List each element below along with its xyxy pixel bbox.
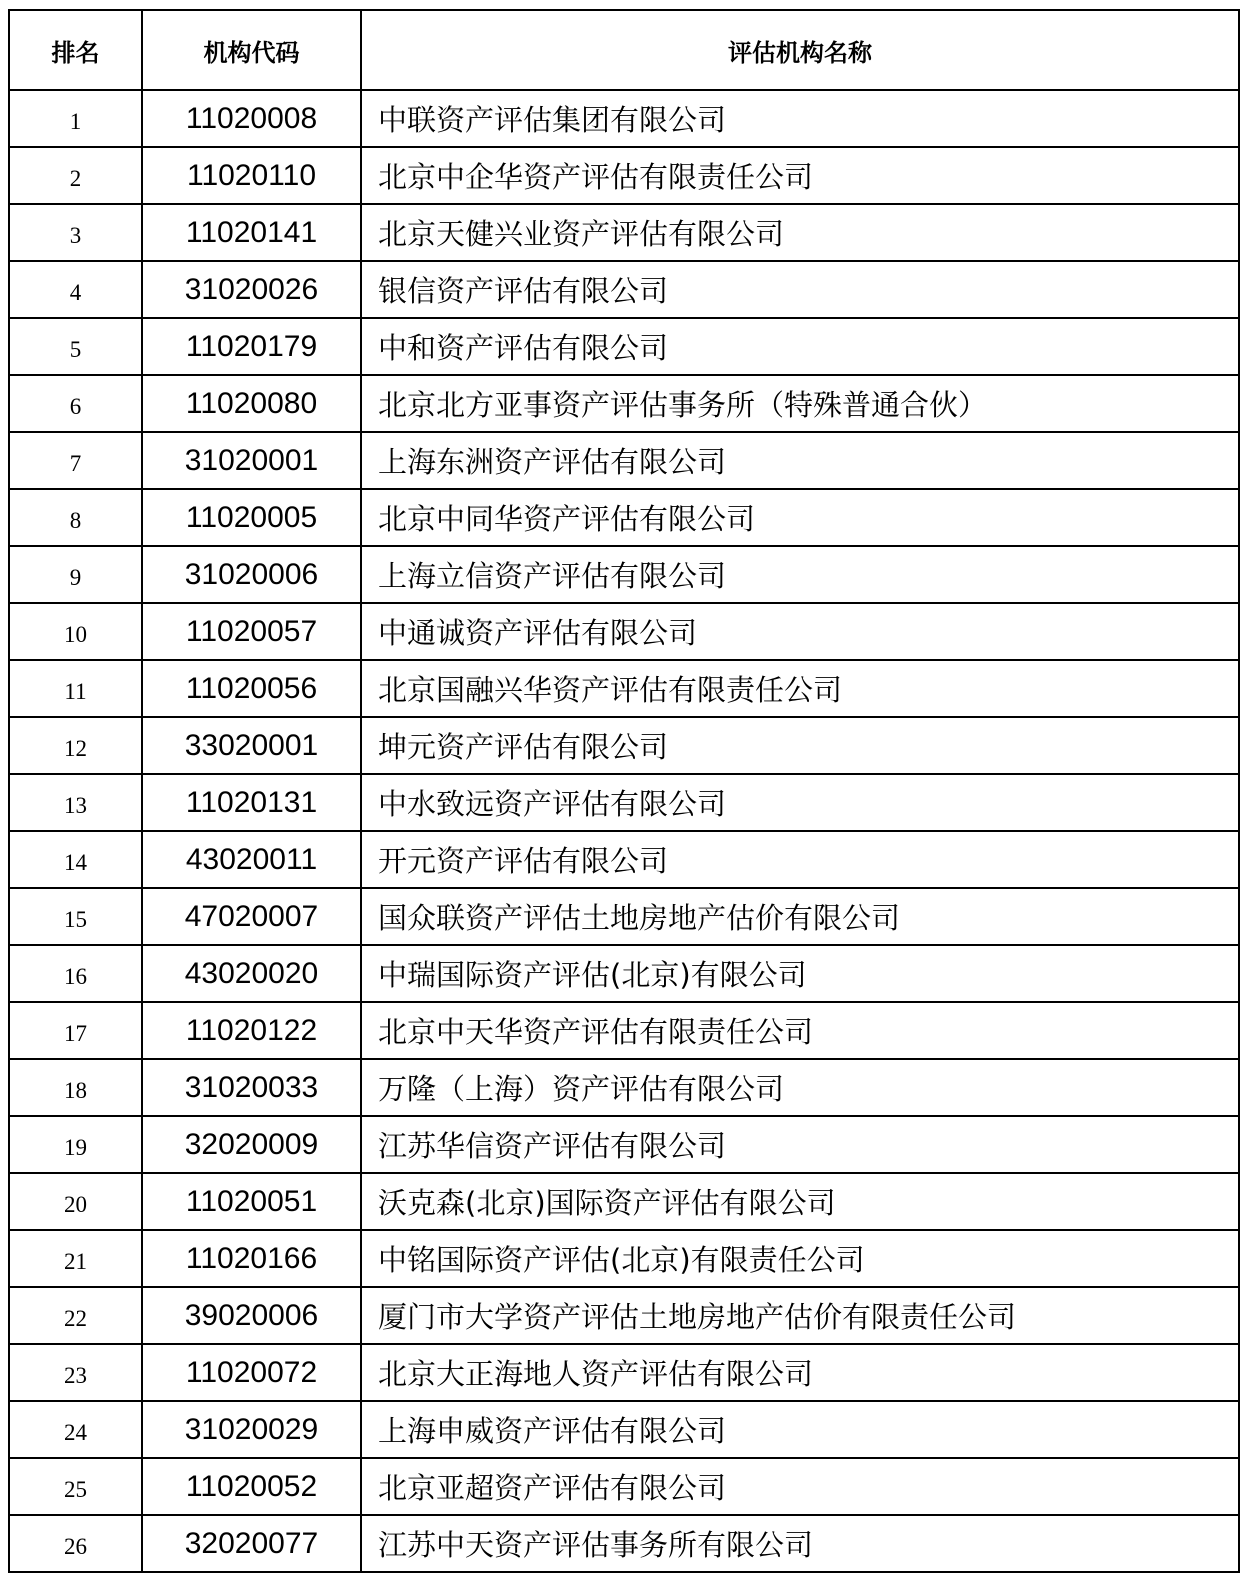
table-row bbox=[9, 774, 1239, 831]
rank-cell: 24 bbox=[9, 1401, 142, 1458]
table-row bbox=[9, 546, 1239, 603]
institution-code-cell: 11020110 bbox=[142, 147, 361, 204]
institution-name-cell: 北京大正海地人资产评估有限公司 bbox=[361, 1344, 1239, 1401]
institution-code-cell: 11020141 bbox=[142, 204, 361, 261]
table-row bbox=[9, 489, 1239, 546]
institution-name-cell: 开元资产评估有限公司 bbox=[361, 831, 1239, 888]
institution-name-cell: 万隆（上海）资产评估有限公司 bbox=[361, 1059, 1239, 1116]
institution-code-cell: 31020026 bbox=[142, 261, 361, 318]
table-row bbox=[9, 375, 1239, 432]
institution-code-cell: 32020009 bbox=[142, 1116, 361, 1173]
table-row bbox=[9, 660, 1239, 717]
institution-name-cell: 厦门市大学资产评估土地房地产估价有限责任公司 bbox=[361, 1287, 1239, 1344]
rank-cell: 20 bbox=[9, 1173, 142, 1230]
institution-code-cell: 11020057 bbox=[142, 603, 361, 660]
institution-code-cell: 11020056 bbox=[142, 660, 361, 717]
rank-cell: 17 bbox=[9, 1002, 142, 1059]
table-row bbox=[9, 261, 1239, 318]
institution-name-cell: 北京亚超资产评估有限公司 bbox=[361, 1458, 1239, 1515]
institution-name-cell: 国众联资产评估土地房地产估价有限公司 bbox=[361, 888, 1239, 945]
table-row bbox=[9, 1059, 1239, 1116]
table-row bbox=[9, 318, 1239, 375]
table-row bbox=[9, 432, 1239, 489]
rank-cell: 13 bbox=[9, 774, 142, 831]
rank-cell: 18 bbox=[9, 1059, 142, 1116]
institution-code-cell: 31020033 bbox=[142, 1059, 361, 1116]
rank-cell: 8 bbox=[9, 489, 142, 546]
institution-code-cell: 47020007 bbox=[142, 888, 361, 945]
table-row bbox=[9, 1116, 1239, 1173]
table-row bbox=[9, 90, 1239, 147]
institution-name-cell: 中水致远资产评估有限公司 bbox=[361, 774, 1239, 831]
table-row bbox=[9, 1458, 1239, 1515]
rank-cell: 21 bbox=[9, 1230, 142, 1287]
institution-code-cell: 33020001 bbox=[142, 717, 361, 774]
table-row bbox=[9, 945, 1239, 1002]
institution-code-cell: 31020001 bbox=[142, 432, 361, 489]
rank-cell: 1 bbox=[9, 90, 142, 147]
institution-name-cell: 中联资产评估集团有限公司 bbox=[361, 90, 1239, 147]
institution-name-cell: 江苏中天资产评估事务所有限公司 bbox=[361, 1515, 1239, 1572]
table-row bbox=[9, 831, 1239, 888]
rank-cell: 6 bbox=[9, 375, 142, 432]
rank-cell: 26 bbox=[9, 1515, 142, 1572]
institution-code-cell: 11020051 bbox=[142, 1173, 361, 1230]
rank-cell: 2 bbox=[9, 147, 142, 204]
rank-cell: 3 bbox=[9, 204, 142, 261]
name-column-header: 评估机构名称 bbox=[361, 10, 1239, 90]
institution-name-cell: 中瑞国际资产评估(北京)有限公司 bbox=[361, 945, 1239, 1002]
rank-cell: 16 bbox=[9, 945, 142, 1002]
rank-column-header: 排名 bbox=[9, 10, 142, 90]
institution-code-cell: 11020131 bbox=[142, 774, 361, 831]
institution-name-cell: 北京中同华资产评估有限公司 bbox=[361, 489, 1239, 546]
institution-name-cell: 北京中天华资产评估有限责任公司 bbox=[361, 1002, 1239, 1059]
rank-cell: 12 bbox=[9, 717, 142, 774]
institution-code-cell: 31020029 bbox=[142, 1401, 361, 1458]
institution-code-cell: 43020020 bbox=[142, 945, 361, 1002]
table-row bbox=[9, 1173, 1239, 1230]
institution-name-cell: 北京天健兴业资产评估有限公司 bbox=[361, 204, 1239, 261]
rank-cell: 14 bbox=[9, 831, 142, 888]
institution-name-cell: 上海申威资产评估有限公司 bbox=[361, 1401, 1239, 1458]
table-row bbox=[9, 1515, 1239, 1572]
institution-name-cell: 北京北方亚事资产评估事务所（特殊普通合伙） bbox=[361, 375, 1239, 432]
table-header bbox=[9, 10, 1239, 90]
institution-code-cell: 11020179 bbox=[142, 318, 361, 375]
institution-code-cell: 11020052 bbox=[142, 1458, 361, 1515]
institution-name-cell: 上海东洲资产评估有限公司 bbox=[361, 432, 1239, 489]
rank-cell: 9 bbox=[9, 546, 142, 603]
institution-code-cell: 11020005 bbox=[142, 489, 361, 546]
institution-name-cell: 中通诚资产评估有限公司 bbox=[361, 603, 1239, 660]
table-row bbox=[9, 1344, 1239, 1401]
rank-cell: 10 bbox=[9, 603, 142, 660]
rank-cell: 22 bbox=[9, 1287, 142, 1344]
institution-code-cell: 11020072 bbox=[142, 1344, 361, 1401]
code-column-header: 机构代码 bbox=[142, 10, 361, 90]
table-row bbox=[9, 1287, 1239, 1344]
institution-name-cell: 江苏华信资产评估有限公司 bbox=[361, 1116, 1239, 1173]
table-row bbox=[9, 1401, 1239, 1458]
institution-code-cell: 32020077 bbox=[142, 1515, 361, 1572]
table-row bbox=[9, 717, 1239, 774]
table-row bbox=[9, 888, 1239, 945]
table-row bbox=[9, 1002, 1239, 1059]
institution-name-cell: 上海立信资产评估有限公司 bbox=[361, 546, 1239, 603]
institution-name-cell: 沃克森(北京)国际资产评估有限公司 bbox=[361, 1173, 1239, 1230]
table-row bbox=[9, 147, 1239, 204]
institution-name-cell: 银信资产评估有限公司 bbox=[361, 261, 1239, 318]
table-row bbox=[9, 603, 1239, 660]
rank-cell: 19 bbox=[9, 1116, 142, 1173]
institution-code-cell: 43020011 bbox=[142, 831, 361, 888]
rank-cell: 25 bbox=[9, 1458, 142, 1515]
institution-code-cell: 31020006 bbox=[142, 546, 361, 603]
rank-cell: 7 bbox=[9, 432, 142, 489]
rank-cell: 4 bbox=[9, 261, 142, 318]
rank-cell: 5 bbox=[9, 318, 142, 375]
rank-cell: 15 bbox=[9, 888, 142, 945]
table-row bbox=[9, 1230, 1239, 1287]
institution-name-cell: 中和资产评估有限公司 bbox=[361, 318, 1239, 375]
institution-name-cell: 北京国融兴华资产评估有限责任公司 bbox=[361, 660, 1239, 717]
ranking-table bbox=[8, 9, 1240, 1573]
institution-code-cell: 39020006 bbox=[142, 1287, 361, 1344]
rank-cell: 23 bbox=[9, 1344, 142, 1401]
institution-name-cell: 坤元资产评估有限公司 bbox=[361, 717, 1239, 774]
institution-code-cell: 11020080 bbox=[142, 375, 361, 432]
table-body bbox=[9, 90, 1239, 1572]
table-row bbox=[9, 204, 1239, 261]
institution-name-cell: 中铭国际资产评估(北京)有限责任公司 bbox=[361, 1230, 1239, 1287]
institution-code-cell: 11020008 bbox=[142, 90, 361, 147]
rank-cell: 11 bbox=[9, 660, 142, 717]
header-row bbox=[9, 10, 1239, 90]
institution-name-cell: 北京中企华资产评估有限责任公司 bbox=[361, 147, 1239, 204]
institution-code-cell: 11020166 bbox=[142, 1230, 361, 1287]
institution-code-cell: 11020122 bbox=[142, 1002, 361, 1059]
